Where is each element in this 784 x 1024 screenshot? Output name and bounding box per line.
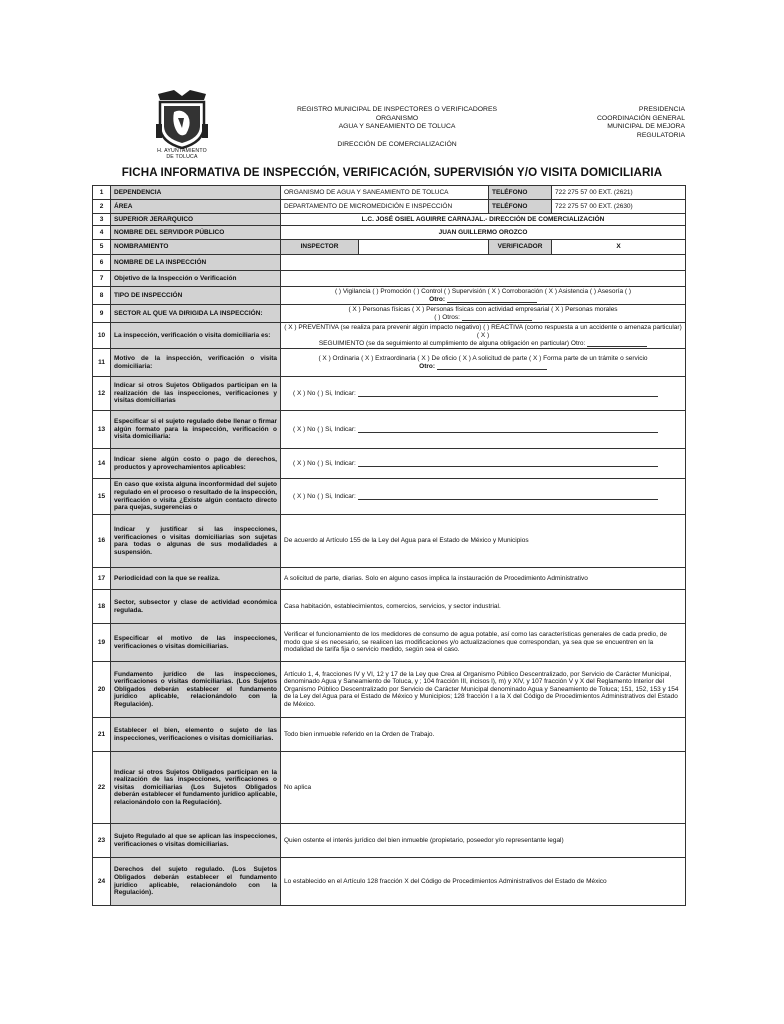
row-value: DEPARTAMENTO DE MICROMEDICIÓN E INSPECCIÓN	[281, 200, 489, 214]
row-label: DEPENDENCIA	[111, 186, 281, 200]
row-label: NOMBRE DE LA INSPECCIÓN	[111, 255, 281, 271]
table-row: 16 Indicar y justificar si las inspecciones, verificaciones o visitas domiciliarias son sujetas para todas o algunas de sus modalidades a suspensión. De acuerdo al Artículo 155 de la Ley del Agua para el Estado de México y Municipios	[93, 515, 686, 568]
row-label: La inspección, verificación o visita domiciliaria es:	[111, 323, 281, 349]
table-row: 8 TIPO DE INSPECCIÓN ( ) Vigilancia ( ) Promoción ( ) Control ( ) Supervisión ( X ) Corroboración ( X ) Asistencia ( ) Asesoría ( ) Otro:	[93, 287, 686, 305]
row-value: Lo establecido en el Artículo 128 fracción X del Código de Procedimientos Administrativos del Estado de México	[281, 858, 686, 906]
phone-label: TELÉFONO	[489, 200, 552, 214]
row-label: Derechos del sujeto regulado. (Los Sujetos Obligados deberán establecer el fundamento jurídico aplicable, relacionándolo con la Regulación).	[111, 858, 281, 906]
row-value: ( X ) Ordinaria ( X ) Extraordinaria ( X ) De oficio ( X ) A solicitud de parte ( X ) Forma parte de un trámite o servicio Otro:	[281, 349, 686, 377]
row-value: De acuerdo al Artículo 155 de la Ley del Agua para el Estado de México y Municipios	[281, 515, 686, 568]
row-label: Indicar si otros Sujetos Obligados participan en la realización de las inspecciones, verificaciones y visitas domiciliarias	[111, 377, 281, 411]
row-value: JUAN GUILLERMO OROZCO	[281, 226, 686, 240]
row-value	[281, 271, 686, 287]
row-label: ÁREA	[111, 200, 281, 214]
table-row: 23 Sujeto Regulado al que se aplican las inspecciones, verificaciones o visitas domiciliarias. Quien ostente el interés jurídico del bien inmueble (propietario, poseedor y/o representante legal)	[93, 824, 686, 858]
table-row: 4 NOMBRE DEL SERVIDOR PÚBLICO JUAN GUILLERMO OROZCO	[93, 226, 686, 240]
page-title: FICHA INFORMATIVA DE INSPECCIÓN, VERIFICACIÓN, SUPERVISIÓN Y/O VISITA DOMICILIARIA	[121, 166, 663, 179]
header-registry-text: REGISTRO MUNICIPAL DE INSPECTORES O VERIFICADORES ORGANISMO AGUA Y SANEAMIENTO DE TOLUCA DIRECCIÓN DE COMERCIALIZACIÓN	[296, 106, 498, 148]
row-label: Objetivo de la Inspección o Verificación	[111, 271, 281, 287]
row-value: ( X ) Personas físicas ( X ) Personas físicas con actividad empresarial ( X ) Personas morales ( ) Otros:	[281, 305, 686, 323]
table-row: 12 Indicar si otros Sujetos Obligados participan en la realización de las inspecciones, verificaciones y visitas domiciliarias ( X ) No ( ) Si, Indicar:	[93, 377, 686, 411]
row-label: Establecer el bien, elemento o sujeto de las inspecciones, verificaciones o visitas domiciliarias.	[111, 718, 281, 752]
seal-caption: H. AYUNTAMIENTO DE TOLUCA	[157, 148, 207, 160]
row-label: NOMBRAMIENTO	[111, 240, 281, 255]
row-label: SECTOR AL QUE VA DIRIGIDA LA INSPECCIÓN:	[111, 305, 281, 323]
inspector-option: INSPECTOR	[281, 240, 359, 255]
row-value: ORGANISMO DE AGUA Y SANEAMIENTO DE TOLUCA	[281, 186, 489, 200]
row-label: Sector, subsector y clase de actividad económica regulada.	[111, 590, 281, 624]
table-row: 7 Objetivo de la Inspección o Verificación	[93, 271, 686, 287]
table-row: 24 Derechos del sujeto regulado. (Los Sujetos Obligados deberán establecer el fundamento jurídico aplicable, relacionándolo con la Regulación). Lo establecido en el Artículo 128 fracción X del Código de Procedimientos Administrativos del Estado de México	[93, 858, 686, 906]
row-value: Todo bien inmueble referido en la Orden de Trabajo.	[281, 718, 686, 752]
row-value: ( X ) No ( ) Si, Indicar:	[281, 411, 686, 449]
table-row: 13 Especificar si el sujeto regulado debe llenar o firmar algún formato para la inspección, verificación o visita domiciliaria: ( X ) No ( ) Si, Indicar:	[93, 411, 686, 449]
table-row: 21 Establecer el bien, elemento o sujeto de las inspecciones, verificaciones o visitas domiciliarias. Todo bien inmueble referido en la Orden de Trabajo.	[93, 718, 686, 752]
row-label: SUPERIOR JERARQUICO	[111, 214, 281, 226]
row-label: Indicar siene algún costo o pago de derechos, productos y aprovechamientos aplicables:	[111, 449, 281, 479]
row-value: No aplica	[281, 752, 686, 824]
row-label: Motivo de la inspección, verificación o visita domiciliaria:	[111, 349, 281, 377]
row-label: TIPO DE INSPECCIÓN	[111, 287, 281, 305]
table-row: 18 Sector, subsector y clase de actividad económica regulada. Casa habitación, establecimientos, comercios, servicios, y sector industrial.	[93, 590, 686, 624]
table-row: 22 Indicar si otros Sujetos Obligados participan en la realización de las inspecciones, verificaciones o visitas domiciliarias (Los Sujetos Obligados deberán establecer el fundamento jurídico aplicable, relacionándolo con la Regulación). No aplica	[93, 752, 686, 824]
verificador-mark: X	[552, 240, 686, 255]
row-label: Indicar y justificar si las inspecciones, verificaciones o visitas domiciliarias son sujetas para todas o algunas de sus modalidades a suspensión.	[111, 515, 281, 568]
inspection-form-table	[92, 185, 686, 906]
row-value: ( X ) No ( ) Si, Indicar:	[281, 449, 686, 479]
row-label: Especificar el motivo de las inspecciones, verificaciones o visitas domiciliarias.	[111, 624, 281, 662]
row-label: NOMBRE DEL SERVIDOR PÚBLICO	[111, 226, 281, 240]
phone-value: 722 275 57 00 EXT. (2630)	[552, 200, 686, 214]
row-label: Periodicidad con la que se realiza.	[111, 568, 281, 590]
table-row: 6 NOMBRE DE LA INSPECCIÓN	[93, 255, 686, 271]
phone-label: TELÉFONO	[489, 186, 552, 200]
verificador-option: VERIFICADOR	[489, 240, 552, 255]
table-row: 11 Motivo de la inspección, verificación o visita domiciliaria: ( X ) Ordinaria ( X ) Extraordinaria ( X ) De oficio ( X ) A solicitud de parte ( X ) Forma parte de un trámite o servicio Otro:	[93, 349, 686, 377]
header-presidency-text: PRESIDENCIA COORDINACIÓN GENERAL MUNICIPAL DE MEJORA REGULATORIA	[597, 106, 685, 139]
row-value: A solicitud de parte, diarias. Solo en alguno casos implica la instauración de Procedimiento Administrativo	[281, 568, 686, 590]
row-label: Sujeto Regulado al que se aplican las inspecciones, verificaciones o visitas domiciliarias.	[111, 824, 281, 858]
table-row: 3 SUPERIOR JERARQUICO L.C. JOSÉ OSIEL AGUIRRE CARNAJAL.- DIRECCIÓN DE COMERCIALIZACIÓN	[93, 214, 686, 226]
table-row: 1 DEPENDENCIA ORGANISMO DE AGUA Y SANEAMIENTO DE TOLUCA TELÉFONO 722 275 57 00 EXT. (2621)	[93, 186, 686, 200]
table-row: 9 SECTOR AL QUE VA DIRIGIDA LA INSPECCIÓN: ( X ) Personas físicas ( X ) Personas físicas con actividad empresarial ( X ) Personas morales ( ) Otros:	[93, 305, 686, 323]
row-value: Quien ostente el interés jurídico del bien inmueble (propietario, poseedor y/o representante legal)	[281, 824, 686, 858]
table-row: 2 ÁREA DEPARTAMENTO DE MICROMEDICIÓN E INSPECCIÓN TELÉFONO 722 275 57 00 EXT. (2630)	[93, 200, 686, 214]
row-value: Verificar el funcionamiento de los medidores de consumo de agua potable, así como las características generales de cada predio, de modo que si es necesario, se realicen las modificaciones y/o actualizaciones que correspondan, ya sea que se encuentren en la modalidad de tarifa fija o servicio medido, según sea el caso.	[281, 624, 686, 662]
row-value: ( X ) No ( ) Si, Indicar:	[281, 479, 686, 515]
row-value	[281, 255, 686, 271]
table-row: 20 Fundamento jurídico de las inspecciones, verificaciones o visitas domiciliarias. (Los Sujetos Obligados deberán establecer el fundamento jurídico aplicable, relacionándolo con la Regulación). Artículo 1, 4, fracciones IV y VI, 12 y 17 de la Ley que Crea al Organismo Público Descentralizado, por Servicio de Carácter Municipal, denominado Agua y Saneamiento de Toluca, y ; 104 fracción III, incisos l), m) y XIV, y 107 fracción V y X del Reglamento Interior del Organismo Público Descentralizado por Servicio de Carácter Municipal denominado Agua y Saneamiento de Toluca; 151, 152, 153 y 154 de la Ley del Agua para el Estado de México y Municipios; 128 fracción I a la X del Código de Procedimientos Administrativos del Estado de México.	[93, 662, 686, 718]
phone-value: 722 275 57 00 EXT. (2621)	[552, 186, 686, 200]
row-value: ( X ) No ( ) Si, Indicar:	[281, 377, 686, 411]
table-row: 17 Periodicidad con la que se realiza. A solicitud de parte, diarias. Solo en alguno casos implica la instauración de Procedimiento Administrativo	[93, 568, 686, 590]
row-label: Especificar si el sujeto regulado debe llenar o firmar algún formato para la inspección, verificación o visita domiciliaria:	[111, 411, 281, 449]
document-header	[92, 88, 692, 168]
row-value: L.C. JOSÉ OSIEL AGUIRRE CARNAJAL.- DIRECCIÓN DE COMERCIALIZACIÓN	[281, 214, 686, 226]
table-row: 14 Indicar siene algún costo o pago de derechos, productos y aprovechamientos aplicables: ( X ) No ( ) Si, Indicar:	[93, 449, 686, 479]
row-value: ( X ) PREVENTIVA (se realiza para prevenir algún impacto negativo) ( ) REACTIVA (como respuesta a un accidente o amenaza particular) ( X ) SEGUIMIENTO (se da seguimiento al cumplimiento de alguna obligación en particular) Otro:	[281, 323, 686, 349]
toluca-coat-of-arms-icon	[152, 88, 212, 150]
row-value: Artículo 1, 4, fracciones IV y VI, 12 y 17 de la Ley que Crea al Organismo Público Descentralizado, por Servicio de Carácter Municipal, denominado Agua y Saneamiento de Toluca, y ; 104 fracción III, incisos l), m) y XIV, y 107 fracción V y X del Reglamento Interior del Organismo Público Descentralizado por Servicio de Carácter Municipal denominado Agua y Saneamiento de Toluca; 151, 152, 153 y 154 de la Ley del Agua para el Estado de México y Municipios; 128 fracción I a la X del Código de Procedimientos Administrativos del Estado de México.	[281, 662, 686, 718]
table-row: 19 Especificar el motivo de las inspecciones, verificaciones o visitas domiciliarias. Verificar el funcionamiento de los medidores de consumo de agua potable, así como las características generales de cada predio, de modo que si es necesario, se realicen las modificaciones y/o actualizaciones que correspondan, ya sea que se encuentren en la modalidad de tarifa fija o servicio medido, según sea el caso.	[93, 624, 686, 662]
row-label: Fundamento jurídico de las inspecciones, verificaciones o visitas domiciliarias. (Los Sujetos Obligados deberán establecer el fundamento jurídico aplicable, relacionándolo con la Regulación).	[111, 662, 281, 718]
row-value: Casa habitación, establecimientos, comercios, servicios, y sector industrial.	[281, 590, 686, 624]
table-row: 15 En caso que exista alguna inconformidad del sujeto regulado en el proceso o resultado de la inspección, verificación o visita ¿Existe algún contacto directo para quejas, sugerencias o ( X ) No ( ) Si, Indicar:	[93, 479, 686, 515]
inspector-mark	[359, 240, 489, 255]
row-value: ( ) Vigilancia ( ) Promoción ( ) Control ( ) Supervisión ( X ) Corroboración ( X ) Asistencia ( ) Asesoría ( ) Otro:	[281, 287, 686, 305]
row-label: Indicar si otros Sujetos Obligados participan en la realización de las inspecciones, verificaciones o visitas domiciliarias (Los Sujetos Obligados deberán establecer el fundamento jurídico aplicable, relacionándolo con la Regulación).	[111, 752, 281, 824]
row-label: En caso que exista alguna inconformidad del sujeto regulado en el proceso o resultado de la inspección, verificación o visita ¿Existe algún contacto directo para quejas, sugerencias o	[111, 479, 281, 515]
table-row: 5 NOMBRAMIENTO INSPECTOR VERIFICADOR X	[93, 240, 686, 255]
table-row: 10 La inspección, verificación o visita domiciliaria es: ( X ) PREVENTIVA (se realiza para prevenir algún impacto negativo) ( ) REACTIVA (como respuesta a un accidente o amenaza particular) ( X ) SEGUIMIENTO (se da seguimiento al cumplimiento de alguna obligación en particular) Otro:	[93, 323, 686, 349]
